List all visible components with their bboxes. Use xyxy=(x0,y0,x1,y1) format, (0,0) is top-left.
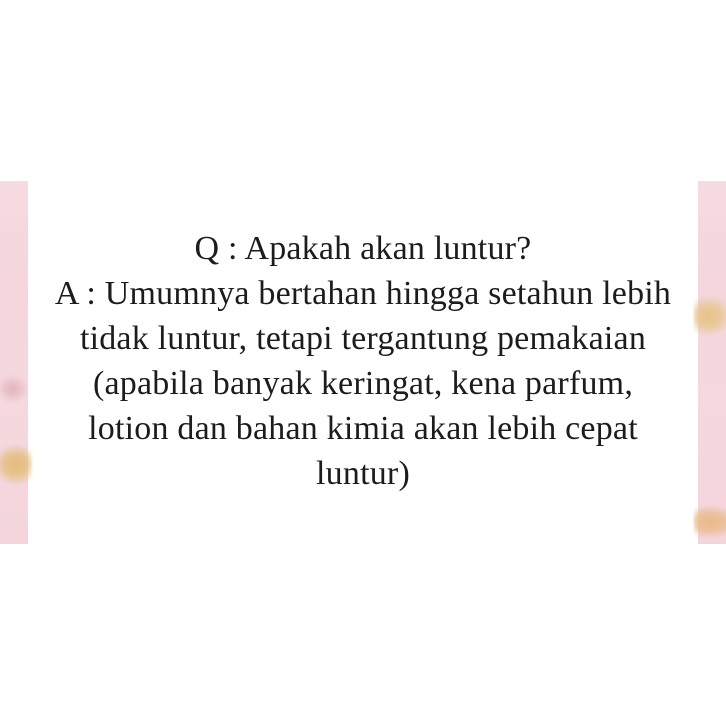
qa-answer-line: luntur) xyxy=(316,455,410,492)
qa-question-line: Q : Apakah akan luntur? xyxy=(194,230,532,267)
qa-answer-line: tidak luntur, tetapi tergantung pemakaian xyxy=(79,320,647,357)
qa-answer-line: lotion dan bahan kimia akan lebih cepat xyxy=(88,410,638,447)
qa-text-block xyxy=(0,226,726,496)
qa-answer-line: A : Umumnya bertahan hingga setahun lebih xyxy=(54,275,672,312)
qa-answer-line: (apabila banyak keringat, kena parfum, xyxy=(92,365,634,402)
gold-foil-accent xyxy=(694,503,726,537)
